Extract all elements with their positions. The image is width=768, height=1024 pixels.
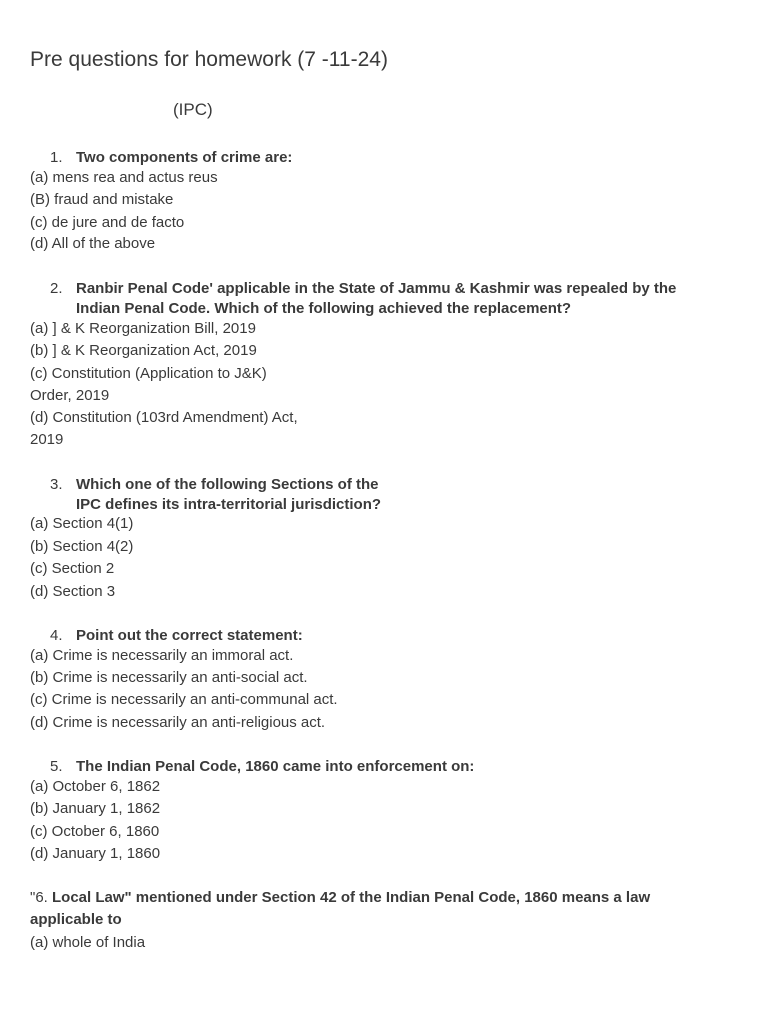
question-1-option: (B) fraud and mistake xyxy=(30,191,174,208)
question-text: Two components of crime are: xyxy=(76,149,293,166)
question-text: Point out the correct statement: xyxy=(76,627,303,644)
question-2-option: (c) Constitution (Application to J&K) xyxy=(30,365,267,382)
question-3-option: (d) Section 3 xyxy=(30,583,116,600)
question-text-line: Which one of the following Sections of the xyxy=(76,476,379,493)
question-text-line: Ranbir Penal Code' applicable in the State of Jammu & Kashmir was repealed by the xyxy=(76,280,677,297)
question-3-option: (b) Section 4(2) xyxy=(30,538,134,555)
question-4-option: (a) Crime is necessarily an immoral act. xyxy=(30,647,294,664)
question-5-option: (a) October 6, 1862 xyxy=(30,778,161,795)
question-number: 1. xyxy=(50,149,63,166)
question-2-option: (a) ] & K Reorganization Bill, 2019 xyxy=(30,320,256,337)
question-3-heading xyxy=(50,475,381,515)
question-5-option: (c) October 6, 1860 xyxy=(30,823,160,840)
question-number: 2. xyxy=(50,280,63,297)
question-text-line: Local Law" mentioned under Section 42 of the Indian Penal Code, 1860 means a law xyxy=(52,889,651,906)
question-2-option: (d) Constitution (103rd Amendment) Act, xyxy=(30,409,298,426)
question-4-heading xyxy=(50,626,303,646)
question-4-option: (b) Crime is necessarily an anti-social act. xyxy=(30,669,308,686)
question-6-heading xyxy=(30,887,720,931)
question-text-line: applicable to xyxy=(30,911,122,928)
question-3-option: (a) Section 4(1) xyxy=(30,515,134,532)
question-text-line: Indian Penal Code. Which of the following achieved the replacement? xyxy=(76,300,572,317)
question-5-option: (d) January 1, 1860 xyxy=(30,845,161,862)
question-1-option: (a) mens rea and actus reus xyxy=(30,169,218,186)
question-6-option: (a) whole of India xyxy=(30,934,146,951)
question-2-option: (b) ] & K Reorganization Act, 2019 xyxy=(30,342,257,359)
question-4-option: (c) Crime is necessarily an anti-communal act. xyxy=(30,691,338,708)
question-2-option: Order, 2019 xyxy=(30,387,110,404)
question-number: 5. xyxy=(50,758,63,775)
question-number: 3. xyxy=(50,476,63,493)
question-1-heading xyxy=(50,148,292,168)
page-title: Pre questions for homework (7 -11-24) xyxy=(30,48,388,71)
question-1-option: (d) All of the above xyxy=(30,235,156,252)
question-1-option: (c) de jure and de facto xyxy=(30,214,185,231)
question-2-heading xyxy=(50,279,676,319)
question-6-prefix: "6. xyxy=(30,889,53,906)
question-2-option: 2019 xyxy=(30,431,64,448)
question-number: 4. xyxy=(50,627,63,644)
question-3-option: (c) Section 2 xyxy=(30,560,115,577)
question-text-line: IPC defines its intra-territorial jurisdiction? xyxy=(76,496,382,513)
question-5-heading xyxy=(50,757,474,777)
question-text: The Indian Penal Code, 1860 came into enforcement on: xyxy=(76,758,475,775)
question-5-option: (b) January 1, 1862 xyxy=(30,800,161,817)
question-4-option: (d) Crime is necessarily an anti-religious act. xyxy=(30,714,326,731)
page-subtitle: (IPC) xyxy=(173,100,213,119)
